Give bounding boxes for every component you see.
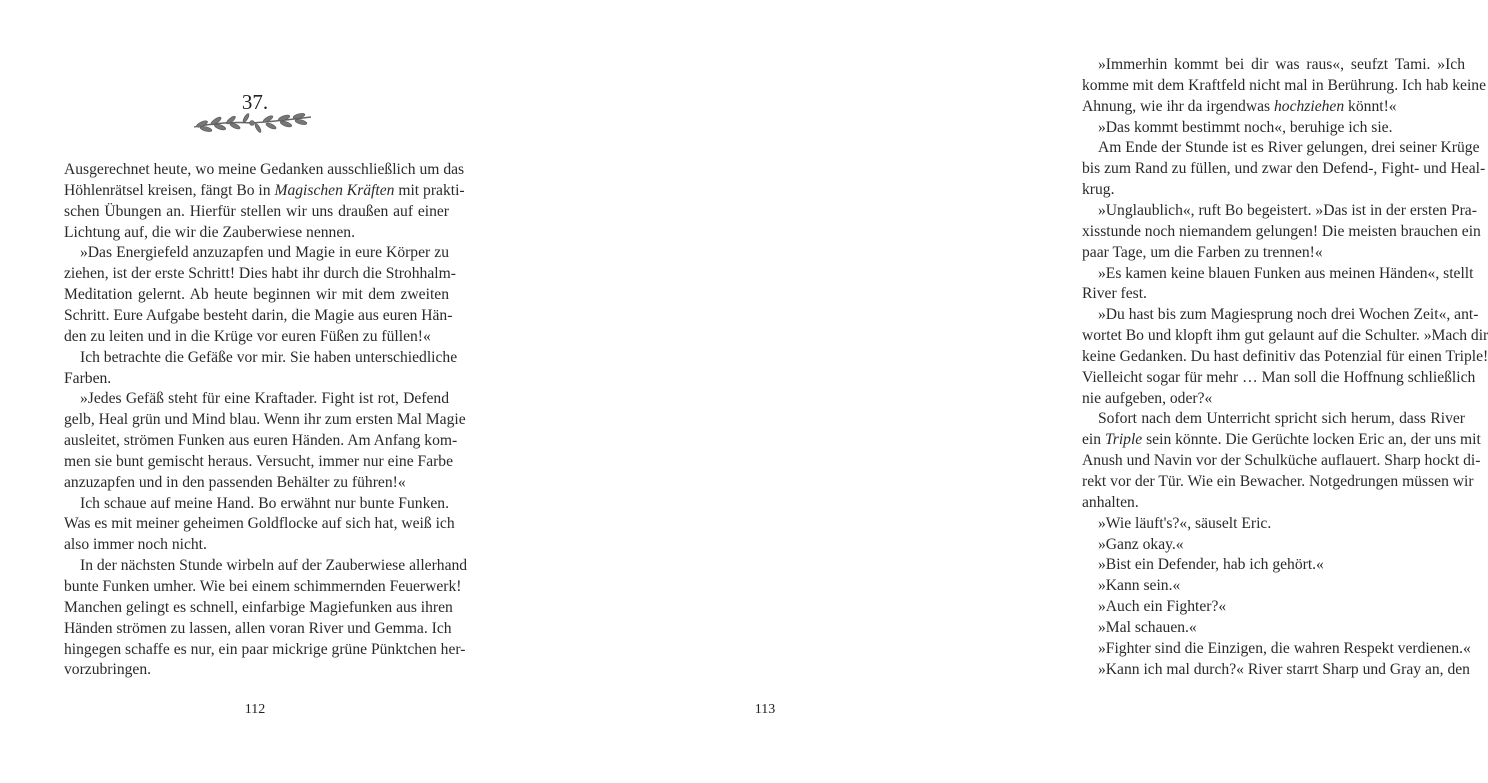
text-line: »Jedes Gefäß steht für eine Kraftader. Fight ist rot, Defend	[80, 390, 449, 408]
text-line: Anush und Navin vor der Schulküche auflauert. Sharp hockt di-	[1082, 452, 1481, 470]
right-page	[510, 0, 1488, 783]
text-line: »Ganz okay.«	[1098, 535, 1184, 553]
laurel-ornament-icon	[190, 112, 315, 134]
text-line: ziehen, ist der erste Schritt! Dies habt ihr durch die Strohhalm-	[64, 265, 456, 283]
text-line: In der nächsten Stunde wirbeln auf der Zauberwiese allerhand	[80, 557, 468, 575]
text-line: xisstunde noch niemandem gelungen! Die meisten brauchen ein	[1082, 222, 1481, 240]
text-line: Am Ende der Stunde ist es River gelungen, drei seiner Krüge	[1098, 139, 1480, 157]
text-line: bis zum Rand zu füllen, und zwar den Defend-, Fight- und Heal-	[1082, 160, 1486, 178]
text-line: anzuzapfen und in den passenden Behälter zu führen!«	[64, 473, 406, 491]
text-line: »Unglaublich«, ruft Bo begeistert. »Das ist in der ersten Pra-	[1098, 201, 1477, 219]
text-line: hingegen schaffe es nur, ein paar mickrige grüne Pünktchen her-	[64, 640, 466, 658]
text-line: »Es kamen keine blauen Funken aus meinen Händen«, stellt	[1098, 264, 1474, 282]
text-line: »Das Energiefeld anzuzapfen und Magie in eure Körper zu	[80, 244, 449, 262]
text-line: »Du hast bis zum Magiesprung noch drei Wochen Zeit«, ant-	[1098, 306, 1479, 324]
text-line: »Das kommt bestimmt noch«, beruhige ich sie.	[1098, 118, 1393, 136]
text-line: den zu leiten und in die Krüge vor euren Füßen zu füllen!«	[64, 327, 431, 345]
page-number-right: 113	[754, 702, 776, 717]
text-line: Lichtung auf, die wir die Zauberwiese nennen.	[64, 223, 355, 241]
text-line: »Kann ich mal durch?« River starrt Sharp und Gray an, den	[1098, 660, 1470, 678]
text-line: Vielleicht sogar für mehr … Man soll die Hoffnung schließlich	[1082, 368, 1476, 386]
text-line: Schritt. Eure Aufgabe besteht darin, die Magie aus euren Hän-	[64, 306, 453, 324]
text-line: Manchen gelingt es schnell, einfarbige Magiefunken aus ihren	[64, 598, 453, 616]
text-line: ausleitet, strömen Funken aus euren Händen. Am Anfang kom-	[64, 432, 458, 450]
text-line: gelb, Heal grün und Mind blau. Wenn ihr zum ersten Mal Magie	[64, 411, 466, 429]
text-line: River fest.	[1082, 285, 1147, 303]
text-line: anhalten.	[1082, 493, 1139, 511]
text-line: »Fighter sind die Einzigen, die wahren Respekt verdienen.«	[1098, 639, 1471, 657]
text-line: men sie bunt gemischt heraus. Versucht, immer nur eine Farbe	[64, 452, 454, 470]
text-line: Ich schaue auf meine Hand. Bo erwähnt nur bunte Funken.	[80, 494, 449, 512]
text-line: krug.	[1082, 181, 1115, 199]
text-line: Ich betrachte die Gefäße vor mir. Sie haben unterschiedliche	[80, 348, 458, 366]
chapter-number: 37.	[241, 90, 269, 114]
text-line: Meditation gelernt. Ab heute beginnen wir mit dem zweiten	[64, 286, 449, 304]
text-line: nie aufgeben, oder?«	[1082, 389, 1213, 407]
text-line: Sofort nach dem Unterricht spricht sich herum, dass River	[1098, 410, 1465, 428]
text-line: also immer noch nicht.	[64, 536, 207, 554]
text-line: rekt vor der Tür. Wie ein Bewacher. Notgedrungen müssen wir	[1082, 473, 1474, 490]
page-number-left: 112	[244, 702, 266, 717]
text-line: »Immerhin kommt bei dir was raus«, seufzt Tami. »Ich	[1098, 56, 1465, 73]
left-page	[0, 0, 510, 783]
text-line: bunte Funken umher. Wie bei einem schimmernden Feuerwerk!	[64, 578, 462, 595]
text-line: schen Übungen an. Hierfür stellen wir uns draußen auf einer	[64, 202, 449, 220]
text-line: Händen strömen zu lassen, allen voran River und Gemma. Ich	[64, 619, 452, 637]
text-line: »Kann sein.«	[1098, 577, 1181, 595]
text-line: vorzubringen.	[64, 661, 152, 679]
text-line: Ausgerechnet heute, wo meine Gedanken ausschließlich um das	[64, 161, 465, 178]
text-line: paar Tage, um die Farben zu trennen!«	[1082, 243, 1323, 261]
text-line: komme mit dem Kraftfeld nicht mal in Berührung. Ich hab keine	[1082, 76, 1487, 94]
text-line: ein Triple sein könnte. Die Gerüchte locken Eric an, der uns mit	[1082, 431, 1481, 449]
text-line: wortet Bo und klopft ihm gut gelaunt auf die Schulter. »Mach dir	[1082, 327, 1488, 345]
text-line: »Wie läuft's?«, säuselt Eric.	[1098, 514, 1272, 532]
text-line: Farben.	[64, 369, 112, 387]
text-line: »Bist ein Defender, hab ich gehört.«	[1098, 556, 1324, 574]
text-line: Was es mit meiner geheimen Goldflocke auf sich hat, weiß ich	[64, 515, 455, 533]
text-line: Höhlenrätsel kreisen, fängt Bo in Magischen Kräften mit prakti-	[64, 181, 465, 199]
text-line: keine Gedanken. Du hast definitiv das Potenzial für einen Triple!	[1082, 347, 1488, 365]
text-line: Ahnung, wie ihr da irgendwas hochziehen könnt!«	[1082, 97, 1397, 115]
text-line: »Auch ein Fighter?«	[1098, 598, 1227, 616]
text-line: »Mal schauen.«	[1098, 618, 1197, 636]
